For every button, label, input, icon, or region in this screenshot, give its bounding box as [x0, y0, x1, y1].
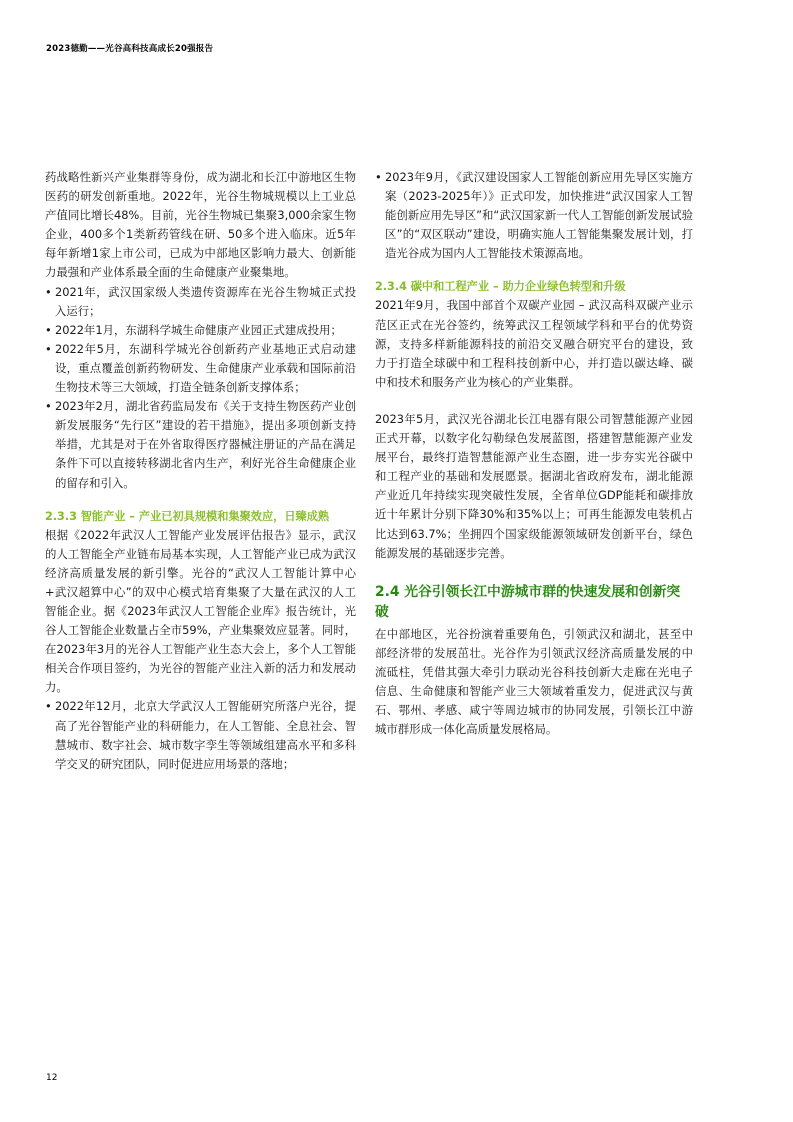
carbon-paragraph-1: 2021年9月，我国中部首个双碳产业园 – 武汉高科双碳产业示范区正式在光谷签约，统筹武汉工程领域学科和平台的优势资源，支持多样新能源科技的前沿交叉融合研究平台的建设，致力于打造全球碳中和工程科技创新中心，并打造以碳达峰、碳中和技术和服务产业为核心的产业集群。 [375, 298, 693, 389]
ai-paragraph: 根据《2022年武汉人工智能产业发展评估报告》显示，武汉的人工智能全产业链布局基本实现，人工智能产业已成为武汉经济高质量发展的新引擎。光谷的“武汉人工智能计算中心+武汉超算中心”的双中心模式培育集聚了大量在武汉的人工智能企业。据《2023年武汉人工智能企业库》报告统计，光谷人工智能企业数量占全市59%，产业集聚效应显著。同时，在2023年3月的光谷人工智能产业生态大会上，多个人工智能相关合作项目签约，为光谷的智能产业注入新的活力和发展动力。 [45, 527, 356, 695]
regional-paragraph: 在中部地区，光谷扮演着重要角色，引领武汉和湖北，甚至中部经济带的发展茁壮。光谷作为引领武汉经济高质量发展的中流砥柱，凭借其强大牵引力联动光谷科技创新大走廊在光电子信息、生命健康和智能产业三大领域着重发力，促进武汉与黄石、鄂州、孝感、咸宁等周边城市的协同发展，引领长江中游城市群形成一体化高质量发展格局。 [375, 626, 693, 737]
list-item: • 2022年5月，东湖科学城光谷创新药产业基地正式启动建设，重点覆盖创新药物研发、生命健康产业承载和国际前沿生物技术等三大领域，打造全链条创新支撑体系； [45, 340, 356, 397]
list-item: • 2022年12月，北京大学武汉人工智能研究所落户光谷，提高了光谷智能产业的科研能力，在人工智能、全息社会、智慧城市、数字社会、城市数字孪生等领域组建高水平和多科学交叉的研究团队，同时促进应用场景的落地； [45, 697, 356, 773]
left-column [45, 168, 356, 774]
list-item: • 2021年，武汉国家级人类遗传资源库在光谷生物城正式投入运行； [45, 283, 356, 321]
list-item: • 2023年9月，《武汉建设国家人工智能创新应用先导区实施方案（2023-2025年）》正式印发，加快推进“武汉国家人工智能创新应用先导区”和“武汉国家新一代人工智能创新发展试验区”的“双区联动”建设，明确实施人工智能集聚发展计划，打造光谷成为国内人工智能技术策源高地。 [375, 168, 693, 263]
section-heading-regional: 2.4 光谷引领长江中游城市群的快速发展和创新突破 [375, 583, 681, 620]
carbon-paragraph-2: 2023年5月，武汉光谷湖北长江电器有限公司智慧能源产业园正式开幕，以数字化勾勒绿色发展蓝图，搭建智慧能源产业发展平台，最终打造智慧能源产业生态圈，进一步夯实光谷碳中和工程产业的基础和发展愿景。据湖北省政府发布，湖北能源产业近几年持续实现突破性发展，全省单位GDP能耗和碳排放近十年累计分别下降30%和35%以上；可再生能源发电装机占比达到63.7%；坐拥四个国家级能源领域研发创新平台，绿色能源发展的基础逐步完善。 [375, 411, 693, 560]
bullet-list-ai-policy [375, 168, 693, 263]
intro-paragraph: 药战略性新兴产业集群等身份，成为湖北和长江中游地区生物医药的研发创新重地。2022年，光谷生物城规模以上工业总产值同比增长48%。目前，光谷生物城已集聚3,000余家生物企业，400多个1类新药管线在研、50多个进入临床。近5年每年新增1家上市公司，已成为中部地区影响力最大、创新能力最强和产业体系最全面的生命健康产业聚集地。 [45, 170, 356, 280]
list-item: • 2022年1月，东湖科学城生命健康产业园正式建成投用； [45, 321, 356, 340]
subheading-ai-industry: 2.3.3 智能产业 – 产业已初具规模和集聚效应，日臻成熟 [45, 509, 330, 523]
bullet-list-ai [45, 697, 356, 773]
running-header: 2023德勤——光谷高科技高成长20强报告 [46, 44, 214, 54]
page-number: 12 [46, 1073, 58, 1083]
subheading-carbon-industry: 2.3.4 碳中和工程产业 – 助力企业绿色转型和升级 [375, 280, 626, 294]
right-column [375, 168, 693, 739]
bullet-list-biotech [45, 283, 356, 493]
list-item: • 2023年2月，湖北省药监局发布《关于支持生物医药产业创新发展服务“先行区”建设的若干措施》，提出多项创新支持举措，尤其是对于在外省取得医疗器械注册证的产品在满足条件下可以直接转移湖北省内生产，利好光谷生命健康企业的留存和引入。 [45, 397, 356, 492]
